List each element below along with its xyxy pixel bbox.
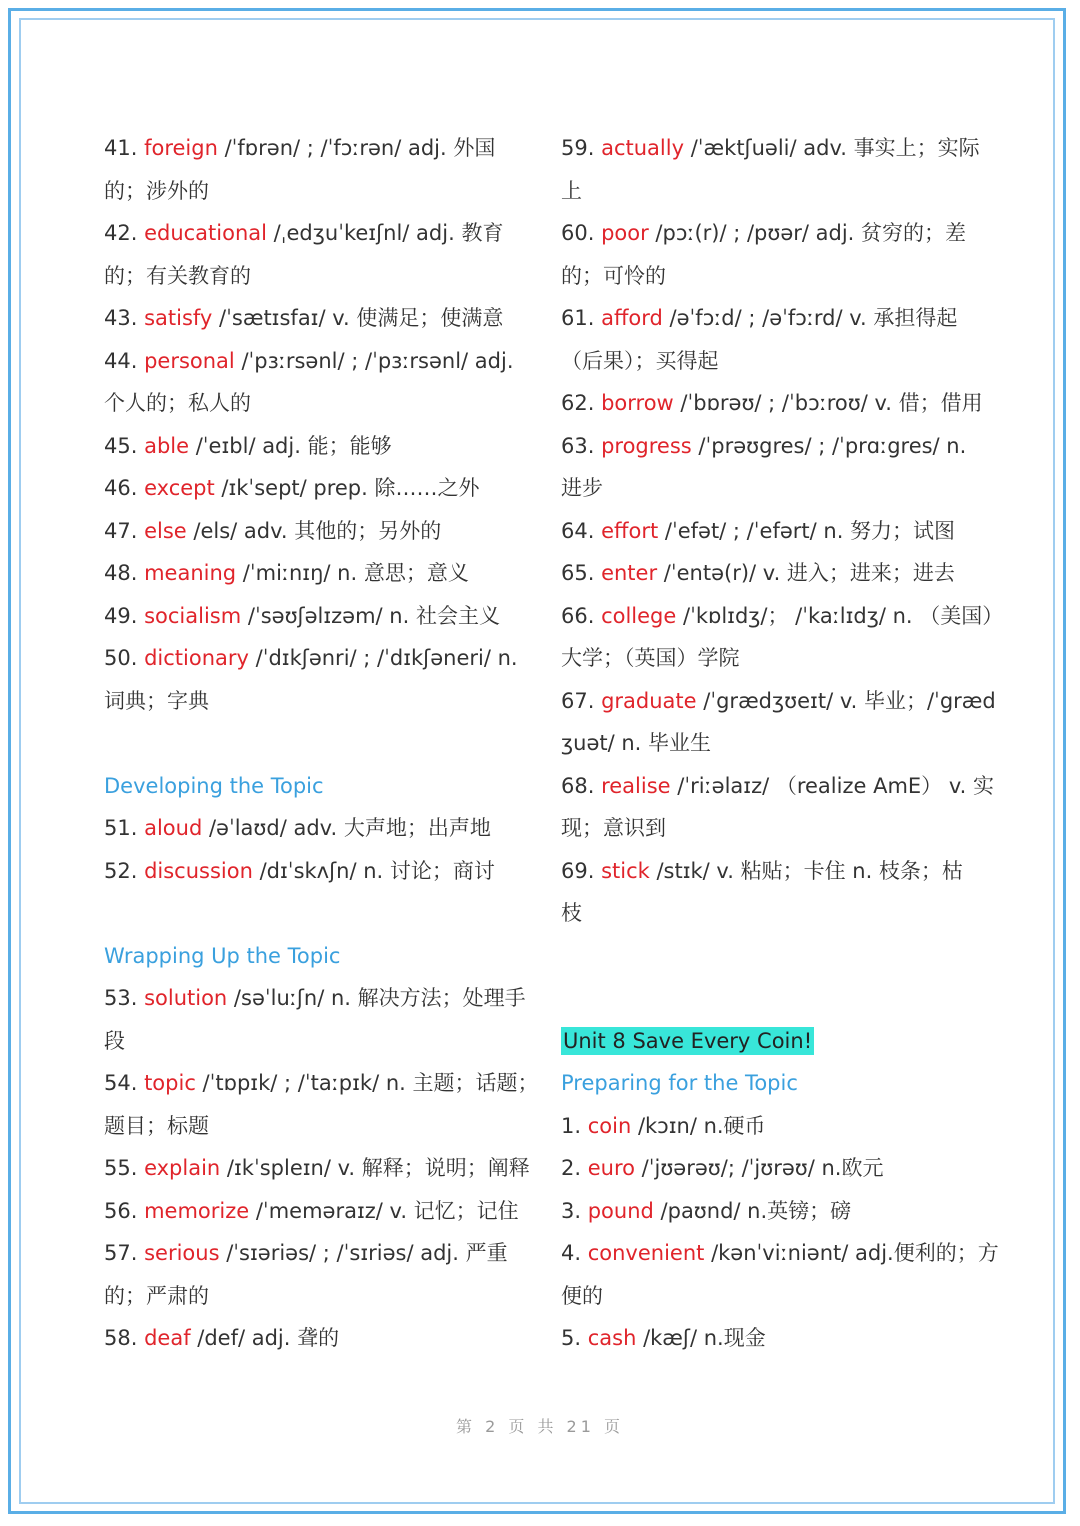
- vocab-word: aloud: [144, 816, 203, 840]
- entry-continuation: 词典；字典: [104, 688, 209, 713]
- vocab-entry: [104, 467, 532, 510]
- entry-continuation: 的；涉外的: [104, 178, 209, 203]
- entry-number: 4.: [561, 1241, 588, 1265]
- vocab-word: serious: [144, 1241, 220, 1265]
- right-column: [561, 127, 1004, 1360]
- vocab-word: borrow: [601, 391, 674, 415]
- entry-definition: /ˈentə(r)/ v. 进入；进来；进去: [657, 561, 955, 585]
- entry-definition: /paʊnd/ n.英镑；磅: [653, 1198, 852, 1223]
- vocab-entry: [104, 340, 532, 383]
- entry-definition: /səˈluːʃn/ n. 解决方法；处理手: [227, 986, 526, 1010]
- vocab-entry: [104, 850, 532, 893]
- section-heading: Developing the Topic: [104, 773, 324, 798]
- vocab-entry: [104, 595, 532, 638]
- entry-continuation: 上: [561, 178, 582, 203]
- vocab-word: foreign: [144, 136, 218, 160]
- entry-continuation: 大学；（英国）学院: [561, 646, 740, 670]
- entry-continuation: 现；意识到: [561, 816, 666, 840]
- entry-number: 47.: [104, 518, 145, 543]
- vocab-word: personal: [144, 348, 235, 373]
- entry-definition: /ˈpɜːrsənl/ ; /ˈpɜːrsənl/ adj.: [234, 348, 514, 373]
- entry-continuation: 枝: [561, 901, 582, 925]
- entry-number: 41.: [104, 136, 145, 160]
- vocab-word: except: [144, 476, 215, 500]
- entry-continuation: （后果）；买得起: [561, 348, 719, 373]
- vocab-entry: [104, 552, 532, 595]
- vocab-entry: [561, 595, 1004, 638]
- vocab-word: meaning: [144, 561, 237, 585]
- entry-number: 62.: [561, 391, 602, 415]
- entry-definition: /els/ adv. 其他的；另外的: [186, 518, 442, 543]
- vocab-entry: [104, 212, 532, 255]
- vocab-word: college: [601, 603, 677, 628]
- vocab-word: else: [144, 518, 187, 543]
- entry-number: 57.: [104, 1241, 145, 1265]
- entry-continuation: 段: [104, 1028, 125, 1053]
- entry-definition: /ˈbɒrəʊ/ ; /ˈbɔːroʊ/ v. 借；借用: [673, 391, 983, 415]
- entry-continuation: 的；严肃的: [104, 1283, 209, 1308]
- entry-number: 1.: [561, 1113, 588, 1138]
- vocab-entry: [104, 807, 532, 850]
- entry-number: 54.: [104, 1071, 145, 1095]
- entry-definition: /ˈsætɪsfaɪ/ v. 使满足；使满意: [212, 306, 504, 330]
- vocab-entry: [104, 425, 532, 468]
- vocab-entry: [561, 127, 989, 170]
- vocab-entry: [104, 1062, 539, 1105]
- vocab-entry: [561, 552, 989, 595]
- spacer: [561, 977, 989, 1020]
- vocab-word: effort: [601, 518, 659, 543]
- vocab-word: solution: [144, 986, 228, 1010]
- entry-number: 52.: [104, 858, 145, 883]
- vocab-word: satisfy: [144, 306, 213, 330]
- vocab-word: topic: [144, 1071, 196, 1095]
- vocab-entry: [104, 510, 532, 553]
- page-number-footer: 第 2 页 共 21 页: [456, 1417, 624, 1436]
- entry-definition: /dɪˈskʌʃn/ n. 讨论；商讨: [252, 858, 495, 883]
- entry-definition: /stɪk/ v. 粘贴；卡住 n. 枝条；枯: [649, 858, 963, 883]
- vocab-word: enter: [601, 561, 658, 585]
- vocab-word: coin: [587, 1113, 632, 1138]
- entry-continuation: 个人的；私人的: [104, 391, 251, 415]
- entry-definition: /əˈfɔːd/ ; /əˈfɔːrd/ v. 承担得起: [662, 306, 958, 330]
- entry-definition: /ˌedʒuˈkeɪʃnl/ adj. 教育: [266, 221, 504, 245]
- vocab-word: progress: [601, 433, 692, 458]
- vocab-entry: [561, 1232, 999, 1275]
- section-heading: Wrapping Up the Topic: [104, 943, 341, 968]
- vocab-entry: [561, 680, 996, 723]
- unit-title: Unit 8 Save Every Coin!: [563, 1028, 813, 1053]
- entry-continuation: 进步: [561, 476, 603, 500]
- vocab-word: graduate: [601, 688, 697, 713]
- vocab-word: pound: [587, 1198, 654, 1223]
- entry-number: 69.: [561, 858, 602, 883]
- vocab-word: memorize: [144, 1198, 250, 1223]
- vocab-word: convenient: [587, 1241, 705, 1265]
- entry-continuation: 的；可怜的: [561, 263, 666, 288]
- entry-number: 53.: [104, 986, 145, 1010]
- entry-definition: /kɔɪn/ n.硬币: [631, 1113, 766, 1138]
- entry-definition: /ˈsəʊʃəlɪzəm/ n. 社会主义: [241, 603, 500, 628]
- entry-continuation: 的；有关教育的: [104, 263, 251, 288]
- entry-definition: /ˈtɒpɪk/ ; /ˈtaːpɪk/ n. 主题；话题；: [195, 1071, 539, 1095]
- vocab-entry: [561, 212, 989, 255]
- vocab-entry: [561, 425, 989, 468]
- section-heading: Preparing for the Topic: [561, 1071, 798, 1095]
- entry-number: 43.: [104, 306, 145, 330]
- spacer: [561, 935, 989, 978]
- vocab-word: cash: [587, 1326, 637, 1350]
- entry-continuation: 便的: [561, 1283, 603, 1308]
- entry-definition: /ˈefət/ ; /ˈefərt/ n. 努力；试图: [658, 518, 956, 543]
- entry-definition: /əˈlaʊd/ adv. 大声地；出声地: [202, 816, 491, 840]
- vocab-entry: [561, 510, 989, 553]
- vocab-entry: [104, 1147, 532, 1190]
- vocab-word: discussion: [144, 858, 253, 883]
- entry-number: 2.: [561, 1156, 588, 1180]
- spacer: [104, 722, 532, 765]
- vocab-word: deaf: [144, 1326, 191, 1350]
- vocab-entry: [104, 127, 532, 170]
- entry-definition: /ˈprəʊgres/ ; /ˈprɑːgres/ n.: [691, 433, 967, 458]
- vocab-word: poor: [601, 221, 649, 245]
- vocab-word: afford: [601, 306, 663, 330]
- entry-number: 56.: [104, 1198, 145, 1223]
- vocab-entry: [561, 1190, 989, 1233]
- entry-number: 50.: [104, 646, 145, 670]
- entry-number: 5.: [561, 1326, 588, 1350]
- entry-number: 64.: [561, 518, 602, 543]
- vocab-entry: [561, 1105, 989, 1148]
- entry-definition: /pɔː(r)/ ; /pʊər/ adj. 贫穷的；差: [648, 221, 967, 245]
- entry-number: 42.: [104, 221, 145, 245]
- entry-number: 46.: [104, 476, 145, 500]
- vocab-word: stick: [601, 858, 650, 883]
- entry-definition: /kæʃ/ n.现金: [636, 1326, 766, 1350]
- entry-number: 61.: [561, 306, 602, 330]
- vocab-entry: [561, 382, 989, 425]
- entry-definition: /ˈgrædʒʊeɪt/ v. 毕业；/ˈgræd: [696, 688, 996, 713]
- entry-definition: /ɪkˈsept/ prep. 除……之外: [214, 476, 480, 500]
- entry-definition: /ˈeɪbl/ adj. 能；能够: [189, 433, 392, 458]
- entry-number: 67.: [561, 688, 602, 713]
- vocab-entry: [104, 977, 532, 1020]
- entry-definition: /ˈriːəlaɪz/ （realize AmE） v. 实: [670, 773, 995, 798]
- entry-number: 59.: [561, 136, 602, 160]
- left-column: [104, 127, 539, 1360]
- vocab-entry: [104, 637, 532, 680]
- entry-definition: /ˈæktʃuəli/ adv. 事实上；实际: [684, 136, 980, 160]
- entry-continuation: ʒuət/ n. 毕业生: [561, 731, 712, 755]
- vocab-entry: [104, 1317, 532, 1360]
- entry-definition: /ˈmiːnɪŋ/ n. 意思；意义: [236, 561, 469, 585]
- entry-number: 66.: [561, 603, 602, 628]
- entry-number: 44.: [104, 348, 145, 373]
- vocab-entry: [561, 297, 989, 340]
- entry-number: 60.: [561, 221, 602, 245]
- vocab-entry: [104, 297, 532, 340]
- entry-definition: /ˈmeməraɪz/ v. 记忆；记住: [249, 1198, 519, 1223]
- entry-definition: /ˈfɒrən/ ; /ˈfɔːrən/ adj. 外国: [217, 136, 496, 160]
- entry-definition: /kənˈviːniənt/ adj.便利的；方: [704, 1241, 999, 1265]
- entry-number: 3.: [561, 1198, 588, 1223]
- spacer: [104, 892, 532, 935]
- vocab-entry: [104, 1232, 532, 1275]
- vocab-entry: [561, 850, 989, 893]
- entry-definition: /ɪkˈspleɪn/ v. 解释；说明；阐释: [220, 1156, 530, 1180]
- entry-definition: /ˈjʊərəʊ/; /ˈjʊrəʊ/ n.欧元: [634, 1156, 884, 1180]
- entry-definition: /ˈdɪkʃənri/ ; /ˈdɪkʃəneri/ n.: [248, 646, 518, 670]
- vocab-word: socialism: [144, 603, 242, 628]
- vocab-entry: [561, 1147, 989, 1190]
- entry-number: 55.: [104, 1156, 145, 1180]
- vocab-entry: [104, 1190, 532, 1233]
- vocab-word: realise: [601, 773, 671, 798]
- vocab-word: able: [144, 433, 190, 458]
- vocab-word: educational: [144, 221, 267, 245]
- entry-number: 63.: [561, 433, 602, 458]
- unit-title-line: [561, 1020, 989, 1063]
- entry-number: 45.: [104, 433, 145, 458]
- vocab-entry: [561, 1317, 989, 1360]
- entry-number: 58.: [104, 1326, 145, 1350]
- entry-number: 68.: [561, 773, 602, 798]
- entry-definition: /ˈkɒlɪdʒ/； /ˈkaːlɪdʒ/ n. （美国）: [676, 603, 1004, 628]
- vocab-entry: [561, 765, 995, 808]
- vocab-word: explain: [144, 1156, 221, 1180]
- entry-number: 48.: [104, 561, 145, 585]
- entry-definition: /def/ adj. 聋的: [190, 1326, 340, 1350]
- entry-definition: /ˈsɪəriəs/ ; /ˈsɪriəs/ adj. 严重: [219, 1241, 508, 1265]
- entry-number: 51.: [104, 816, 145, 840]
- entry-number: 65.: [561, 561, 602, 585]
- vocab-word: actually: [601, 136, 685, 160]
- vocab-word: euro: [587, 1156, 635, 1180]
- entry-continuation: 题目；标题: [104, 1113, 209, 1138]
- vocab-word: dictionary: [144, 646, 249, 670]
- entry-number: 49.: [104, 603, 145, 628]
